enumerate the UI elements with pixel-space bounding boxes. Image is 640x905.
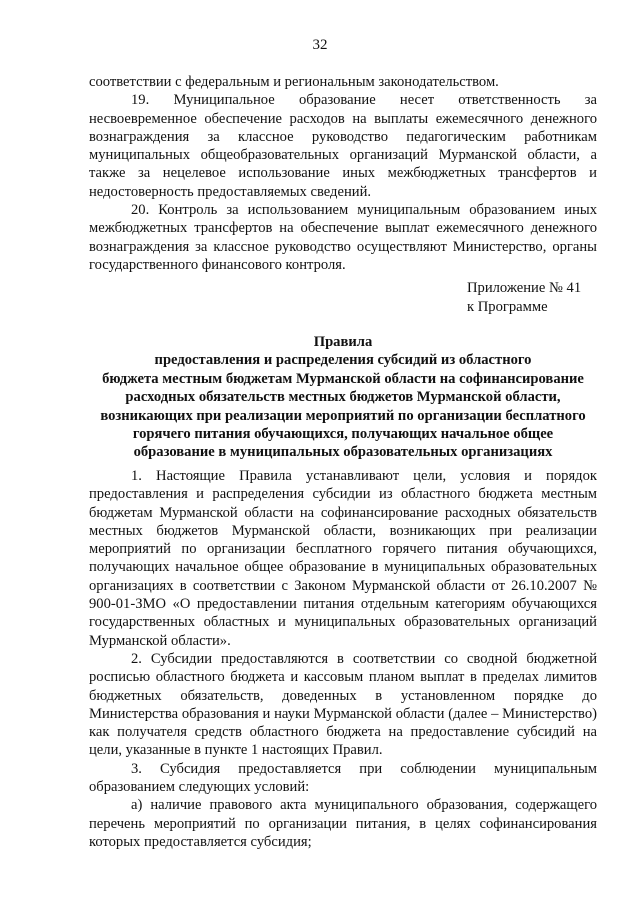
rule-1: 1. Настоящие Правила устанавливают цели, условия и порядок предоставления и распределения субсидии из областного бюджета местным бюджетам Мурманской области на софинансирование расходных обязательств местных бюджетов Мурманской области, возникающих при реализации мероприятий по организации бесплатного горячего питания обучающихся, получающих начальное общее образование в муниципальных образовательных организациях в соответствии с Законом Мурманской области от 26.10.2007 № 900-01-ЗМО «О предоставлении питания отдельным категориям обучающихся государственных областных и муниципальных образовательных организаций Мурманской области». [89,468,597,649]
top-section [89,73,597,274]
appendix-line-2: к Программе [467,298,548,315]
continuation-text: соответствии с федеральным и региональным законодательством. [89,74,499,90]
appendix-line-1: Приложение № 41 [467,280,582,296]
title-line-2: бюджета местным бюджетам Мурманской области на софинансирование [102,370,584,387]
title-heading: Правила [313,334,373,350]
appendix-note [467,279,627,316]
title-line-1: предоставления и распределения субсидий из областного [154,352,532,369]
paragraph-20: 20. Контроль за использованием муниципальным образованием иных межбюджетных трансфертов на обеспечение выплат ежемесячного денежного вознаграждения за классное руководство осуществляют Министерство, органы государственного финансового контроля. [89,202,597,273]
rules-section [89,467,597,851]
title-line-5: горячего питания обучающихся, получающих начальное общее [132,426,554,443]
page-number: 32 [312,37,328,53]
title-line-3: расходных обязательств местных бюджетов Мурманской области, [125,389,561,406]
title-line-6: образование в муниципальных образовательных организациях [133,444,553,461]
rule-3: 3. Субсидия предоставляется при соблюдении муниципальным образованием следующих условий: [89,760,597,796]
title-line-4: возникающих при реализации мероприятий по организации бесплатного [100,407,586,424]
rules-title [89,333,597,462]
rule-3a: а) наличие правового акта муниципального образования, содержащего перечень мероприятий по организации питания, в целях софинансирования которых предоставляется субсидия; [89,797,597,850]
paragraph-19: 19. Муниципальное образование несет ответственность за несвоевременное обеспечение расходов на выплаты ежемесячного денежного вознаграждения за классное руководство педагогическим работникам муниципальных общеобразовательных организаций Мурманской области, а также за нецелевое использование иных межбюджетных трансфертов и недостоверность предоставляемых сведений. [89,92,597,200]
rule-2: 2. Субсидии предоставляются в соответствии со сводной бюджетной росписью областного бюджета и кассовым планом выплат в пределах лимитов бюджетных обязательств, доведенных в установленном порядке до Министерства образования и науки Мурманской области (далее – Министерство) как получателя средств областного бюджета на предоставление субсидий на цели, указанные в пункте 1 настоящих Правил. [89,650,597,759]
